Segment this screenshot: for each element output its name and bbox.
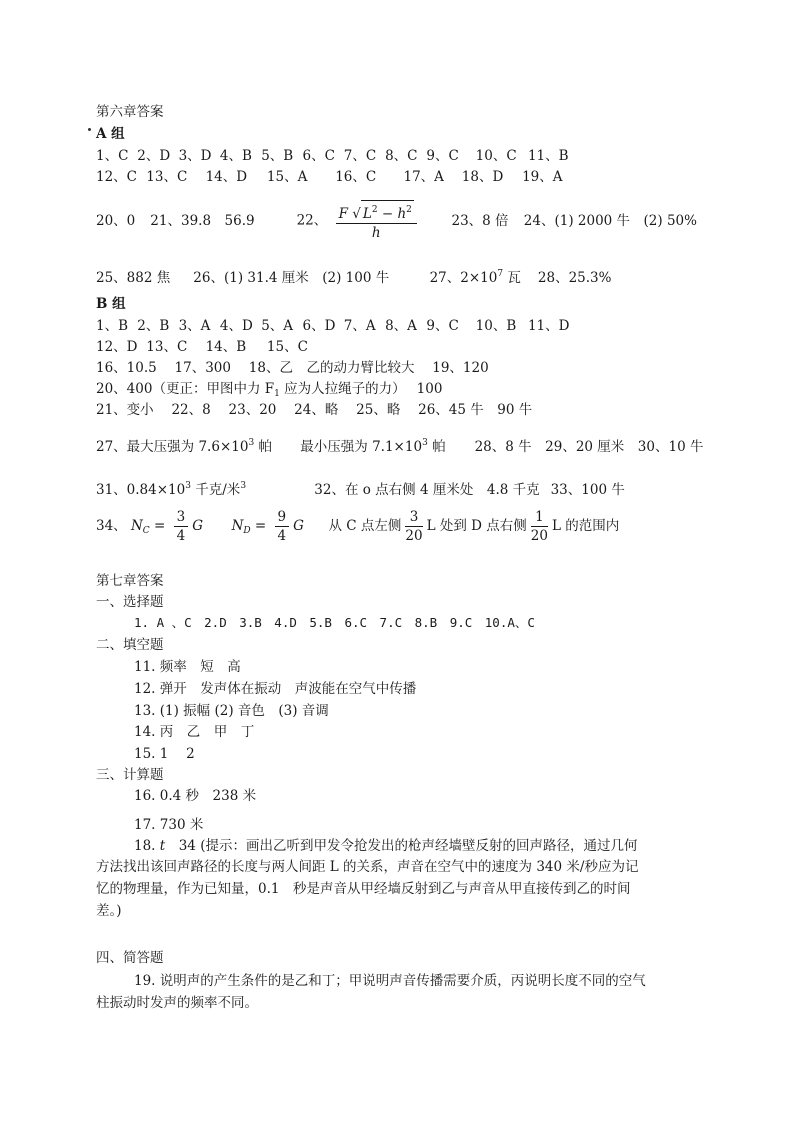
- text: L 的范围内: [551, 518, 620, 534]
- answer-item: 16、C: [335, 169, 377, 185]
- fraction-denominator: h: [371, 225, 381, 241]
- fraction-numerator: 9: [275, 508, 290, 527]
- symbol-t: t: [159, 838, 166, 854]
- answer-item: 14、D: [205, 169, 248, 185]
- section-heading: 一、选择题: [96, 594, 164, 610]
- answer-item: 12、D: [96, 339, 138, 355]
- unit: 千克/米: [190, 482, 241, 498]
- answer-item: 28、25.3%: [537, 270, 612, 286]
- choice-answers: 1. A 、C 2.D 3.B 4.D 5.B 6.C 7.C 8.B 9.C 10.A、C: [134, 615, 535, 630]
- answer-item: 6、D: [302, 318, 336, 334]
- sqrt-radicand: [361, 200, 414, 223]
- text: 34 (提示：画出乙听到甲发令抢发出的枪声经墙壁反射的回声路径，通过几何: [165, 838, 638, 854]
- answer-item: 4、D: [219, 318, 253, 334]
- answer-line-cont: 柱振动时发声的频率不同。: [96, 995, 258, 1011]
- answer-item: [300, 435, 470, 455]
- fraction-numerator: 3: [174, 508, 189, 527]
- operator: =: [250, 518, 271, 534]
- symbol-g: G: [293, 518, 304, 534]
- exponent: 3: [422, 438, 428, 448]
- answer-item: [96, 478, 310, 498]
- fraction-denominator: 20: [405, 528, 423, 544]
- symbol-f: F: [338, 206, 348, 222]
- exponent: 3: [248, 438, 255, 448]
- answer-item: 8、C: [385, 148, 418, 164]
- answer-line: 12. 弹开 发声体在振动 声波能在空气中传播: [134, 681, 417, 697]
- fraction: [405, 508, 422, 545]
- group-b-row-1: [96, 318, 569, 334]
- answer-item: 13、C: [146, 169, 188, 185]
- answer-line: 14. 丙 乙 甲 丁: [134, 724, 255, 740]
- symbol-l: L: [362, 206, 372, 222]
- answer-item: 14、B: [205, 339, 247, 355]
- fraction-denominator: 20: [530, 528, 548, 544]
- answer-item: 3、D: [178, 148, 212, 164]
- item-number: 18.: [134, 838, 156, 854]
- answer-item: 25、882 焦: [96, 270, 171, 286]
- answer-item: 20、0: [96, 212, 136, 229]
- answer-item: 17、A: [403, 169, 444, 185]
- text: 27、最大压强为 7.6×10: [96, 439, 249, 455]
- answer-item: 28、8 牛 29、20 厘米 30、10 牛: [474, 439, 704, 455]
- fraction: [531, 508, 548, 545]
- exponent: 2: [406, 205, 412, 215]
- answer-item: 26、(1) 31.4 厘米 (2) 100 牛: [193, 270, 390, 286]
- group-b-row-8: [96, 506, 619, 551]
- group-a-row-2: [96, 169, 563, 185]
- answer-item: 7、C: [343, 148, 377, 164]
- item-number: 22、: [296, 212, 328, 229]
- answer-item: 18、D: [461, 169, 504, 185]
- section-heading: 二、填空题: [96, 637, 164, 653]
- symbol-g: G: [192, 518, 203, 534]
- fraction-denominator: 4: [176, 528, 186, 544]
- group-b-row-2: [96, 339, 308, 355]
- fraction-numerator: [336, 200, 417, 224]
- answer-item: [96, 435, 296, 455]
- answer-item: 8、A: [385, 318, 417, 334]
- unit: 帕: [254, 439, 272, 455]
- symbol-n: N: [231, 518, 244, 534]
- scan-dot: [88, 128, 91, 131]
- group-a-row-3: [96, 200, 697, 242]
- answer-item: 15、A: [266, 169, 308, 185]
- sqrt: √ $L^2 - h^2$: [352, 200, 414, 223]
- answer-line-cont: 差。): [96, 903, 122, 919]
- exponent: 3: [185, 481, 191, 491]
- operator: =: [149, 518, 170, 534]
- answer-item: 1、C: [96, 148, 129, 164]
- answer-item: 19、A: [522, 169, 563, 185]
- subscript: C: [142, 526, 150, 536]
- group-a-row-1: [96, 148, 569, 164]
- answer-line: 17. 730 米: [134, 817, 204, 833]
- answer-item: 23、8 倍: [451, 212, 509, 229]
- answer-line: 16. 0.4 秒 238 米: [134, 788, 257, 804]
- text: 应为人拉绳子的力） 100: [279, 381, 443, 397]
- group-b-label: B 组: [96, 296, 126, 312]
- exponent: 7: [497, 269, 504, 279]
- answer-item-formula: [297, 200, 421, 242]
- answer-item: 11、D: [527, 318, 570, 334]
- answer-line-cont: 方法找出该回声路径的长度与两人间距 L 的关系，声音在空气中的速度为 340 米/秒应为记: [96, 859, 639, 875]
- answer-line: [134, 838, 637, 854]
- answer-item: 13、C: [146, 339, 188, 355]
- fraction: [174, 508, 189, 545]
- answer-item: 3、A: [178, 318, 211, 334]
- answer-line: 13. (1) 振幅 (2) 音色 (3) 音调: [134, 703, 329, 719]
- fraction-denominator: 4: [277, 528, 287, 544]
- symbol-h: h: [397, 206, 407, 222]
- answer-item: 1、B: [96, 318, 129, 334]
- fraction-numerator: 1: [531, 508, 548, 527]
- answer-item: 15、C: [266, 339, 308, 355]
- fraction: [275, 508, 290, 545]
- answer-item: 2、D: [137, 148, 171, 164]
- unit: 帕: [427, 439, 446, 455]
- answer-line: 15. 1 2: [134, 746, 195, 762]
- text: 最小压强为 7.1×10: [300, 439, 423, 455]
- operator: −: [377, 206, 398, 222]
- answer-item: 6、C: [302, 148, 335, 164]
- answer-item: 5、A: [261, 318, 294, 334]
- answer-line: 19. 说明声的产生条件的是乙和丁；甲说明声音传播需要介质，丙说明长度不同的空气: [134, 973, 646, 989]
- group-b-row-6: [96, 435, 703, 455]
- answer-item: 11、B: [527, 148, 569, 164]
- chapter6-title: 第六章答案: [96, 104, 164, 120]
- group-a-label: A 组: [96, 126, 125, 142]
- text: 20、400（更正：甲图中力 F: [96, 381, 275, 397]
- exponent: 3: [240, 481, 247, 491]
- group-b-row-4: [96, 381, 442, 402]
- answer-item: 24、(1) 2000 牛 (2) 50%: [523, 212, 697, 229]
- unit: 瓦: [503, 270, 521, 286]
- answer-item: 21、39.8 56.9: [150, 212, 255, 229]
- exponent: 2: [371, 205, 378, 215]
- answer-item: 9、C: [426, 148, 459, 164]
- symbol-n: N: [130, 518, 143, 534]
- answer-item: 10、C: [475, 148, 517, 164]
- answer-item: 12、C: [96, 169, 138, 185]
- group-a-row-4: [96, 266, 611, 286]
- fraction: [336, 200, 417, 242]
- group-b-row-7: [96, 478, 625, 498]
- text: 27、2×10: [429, 270, 498, 286]
- text: 从 C 点左侧: [328, 518, 402, 534]
- subscript: D: [243, 526, 251, 536]
- answer-line-cont: 忆的物理量，作为已知量，0.1 秒是声音从甲经墙反射到乙与声音从甲直接传到乙的时间: [96, 881, 631, 897]
- group-b-row-3: 16、10.5 17、300 18、乙 乙的动力臂比较大 19、120: [96, 360, 489, 376]
- answer-line: 11. 频率 短 高: [134, 659, 241, 675]
- group-b-row-5: 21、变小 22、8 23、20 24、略 25、略 26、45 牛 90 牛: [96, 402, 533, 418]
- section-heading: 三、计算题: [96, 767, 164, 783]
- answer-item: 32、在 o 点右侧 4 厘米处 4.8 千克: [314, 482, 540, 498]
- answer-item: 10、B: [475, 318, 517, 334]
- answer-item: 4、B: [219, 148, 252, 164]
- answer-item: 33、100 牛: [550, 482, 625, 498]
- fraction-numerator: 3: [405, 508, 422, 527]
- text: 31、0.84×10: [96, 482, 186, 498]
- answer-item: 9、C: [426, 318, 459, 334]
- answer-item: 5、B: [261, 148, 294, 164]
- answer-item: [430, 266, 534, 286]
- item-number: 34、: [96, 518, 127, 534]
- answer-item: 7、A: [343, 318, 376, 334]
- text: L 处到 D 点右侧: [426, 518, 527, 534]
- subscript: 1: [274, 389, 280, 399]
- section-heading: 四、简答题: [96, 950, 164, 966]
- answer-item: 2、B: [137, 318, 170, 334]
- chapter7-title: 第七章答案: [96, 573, 164, 589]
